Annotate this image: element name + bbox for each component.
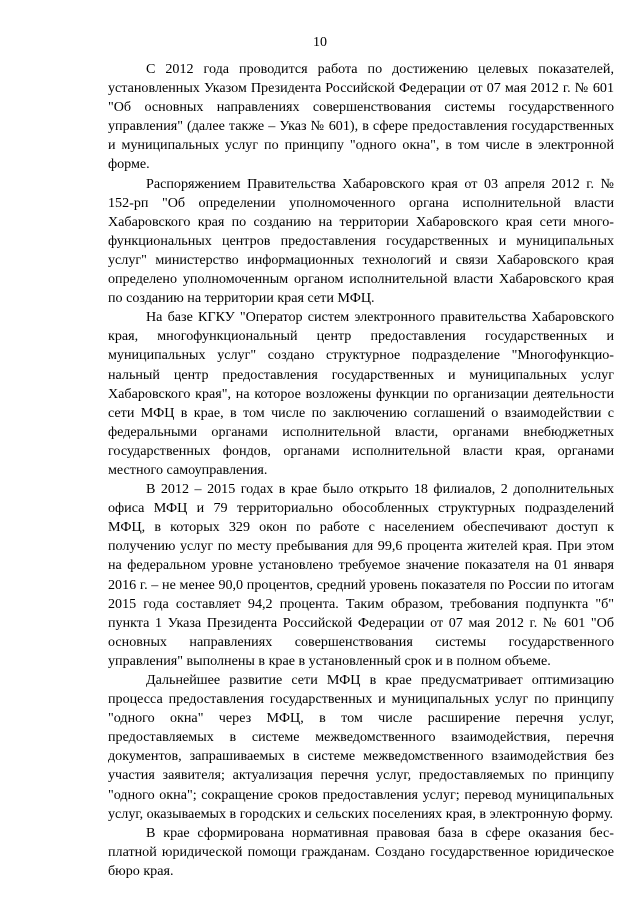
body-text [108, 60, 614, 881]
paragraph-mfc-targets: С 2012 года проводится работа по достижению целевых показателей, установленных Указом Президента Российской Федерации от 07 мая 2012 г. № 601 "Об основных направлениях совершенствования системы государственного управления" (далее также – Указ № 601), в сфере предоставления государственных и муниципальных услуг по принципу "одного окна", в том числе в электронной форме. [108, 61, 614, 173]
paragraph-kgku-operator: На базе КГКУ "Оператор систем электронного правительства Хабаровского края, многофункциональный центр предоставления государственных и муниципальных услуг" создано структурное подразделение "Многофункциональный центр предоставления государственных и муниципальных услуг Хабаровского края", на которое возложены функции по организации деятельности сети МФЦ в крае, в том числе по заключению соглашений о взаимодействии с федеральными органами исполнительной власти, органами внебюджетных государственных фондов, органами исполнительной власти края, органами местного самоуправления. [108, 309, 614, 478]
paragraph-branches-2012-2015: В 2012 – 2015 годах в крае было открыто 18 филиалов, 2 дополнительных офиса МФЦ и 79 территориально обособленных структурных подразделений МФЦ, в которых 329 окон по работе с населением обеспечивают доступ к получению услуг по месту пребывания для 99,6 процента жителей края. При этом на федеральном уровне установлено требуемое значение показателя на 01 января 2016 г. – не менее 90,0 процентов, средний уровень показателя по России по итогам 2015 года составляет 94,2 процента. Таким образом, требования подпункта "б" пункта 1 Указа Президента Российской Федерации от 07 мая 2012 г. № 601 "Об основных направлениях совершенствования системы государственного управления" выполнены в крае в установленный срок и в полном объеме. [108, 481, 614, 669]
paragraph-legal-aid: В крае сформирована нормативная правовая база в сфере оказания бесплатной юридической помощи гражданам. Создано государственное юридическое бюро края. [108, 824, 614, 879]
page-number: 10 [313, 35, 327, 50]
paragraph-further-development: Дальнейшее развитие сети МФЦ в крае предусматривает оптимизацию процесса предоставления государственных и муниципальных услуг по принципу "одного окна" через МФЦ, в том числе расширение перечня услуг, предоставляемых в системе межведомственного взаимодействия, перечня документов, запрашиваемых в системе межведомственного взаимодействия без участия заявителя; актуализация перечня услуг, предоставляемых по принципу "одного окна"; сокращение сроков предоставления услуг; перевод муниципальных услуг, оказываемых в городских и сельских поселениях края, в электронную форму. [108, 672, 614, 822]
paragraph-government-order: Распоряжением Правительства Хабаровского края от 03 апреля 2012 г. № 152-рп "Об определении уполномоченного органа исполнительной власти Хабаровского края по созданию на территории Хабаровского края сети многофункциональных центров предоставления государственных и муниципальных услуг" министерство информационных технологий и связи Хабаровского края определено уполномоченным органом исполнительной власти Хабаровского края по созданию на территории края сети МФЦ. [108, 175, 614, 307]
